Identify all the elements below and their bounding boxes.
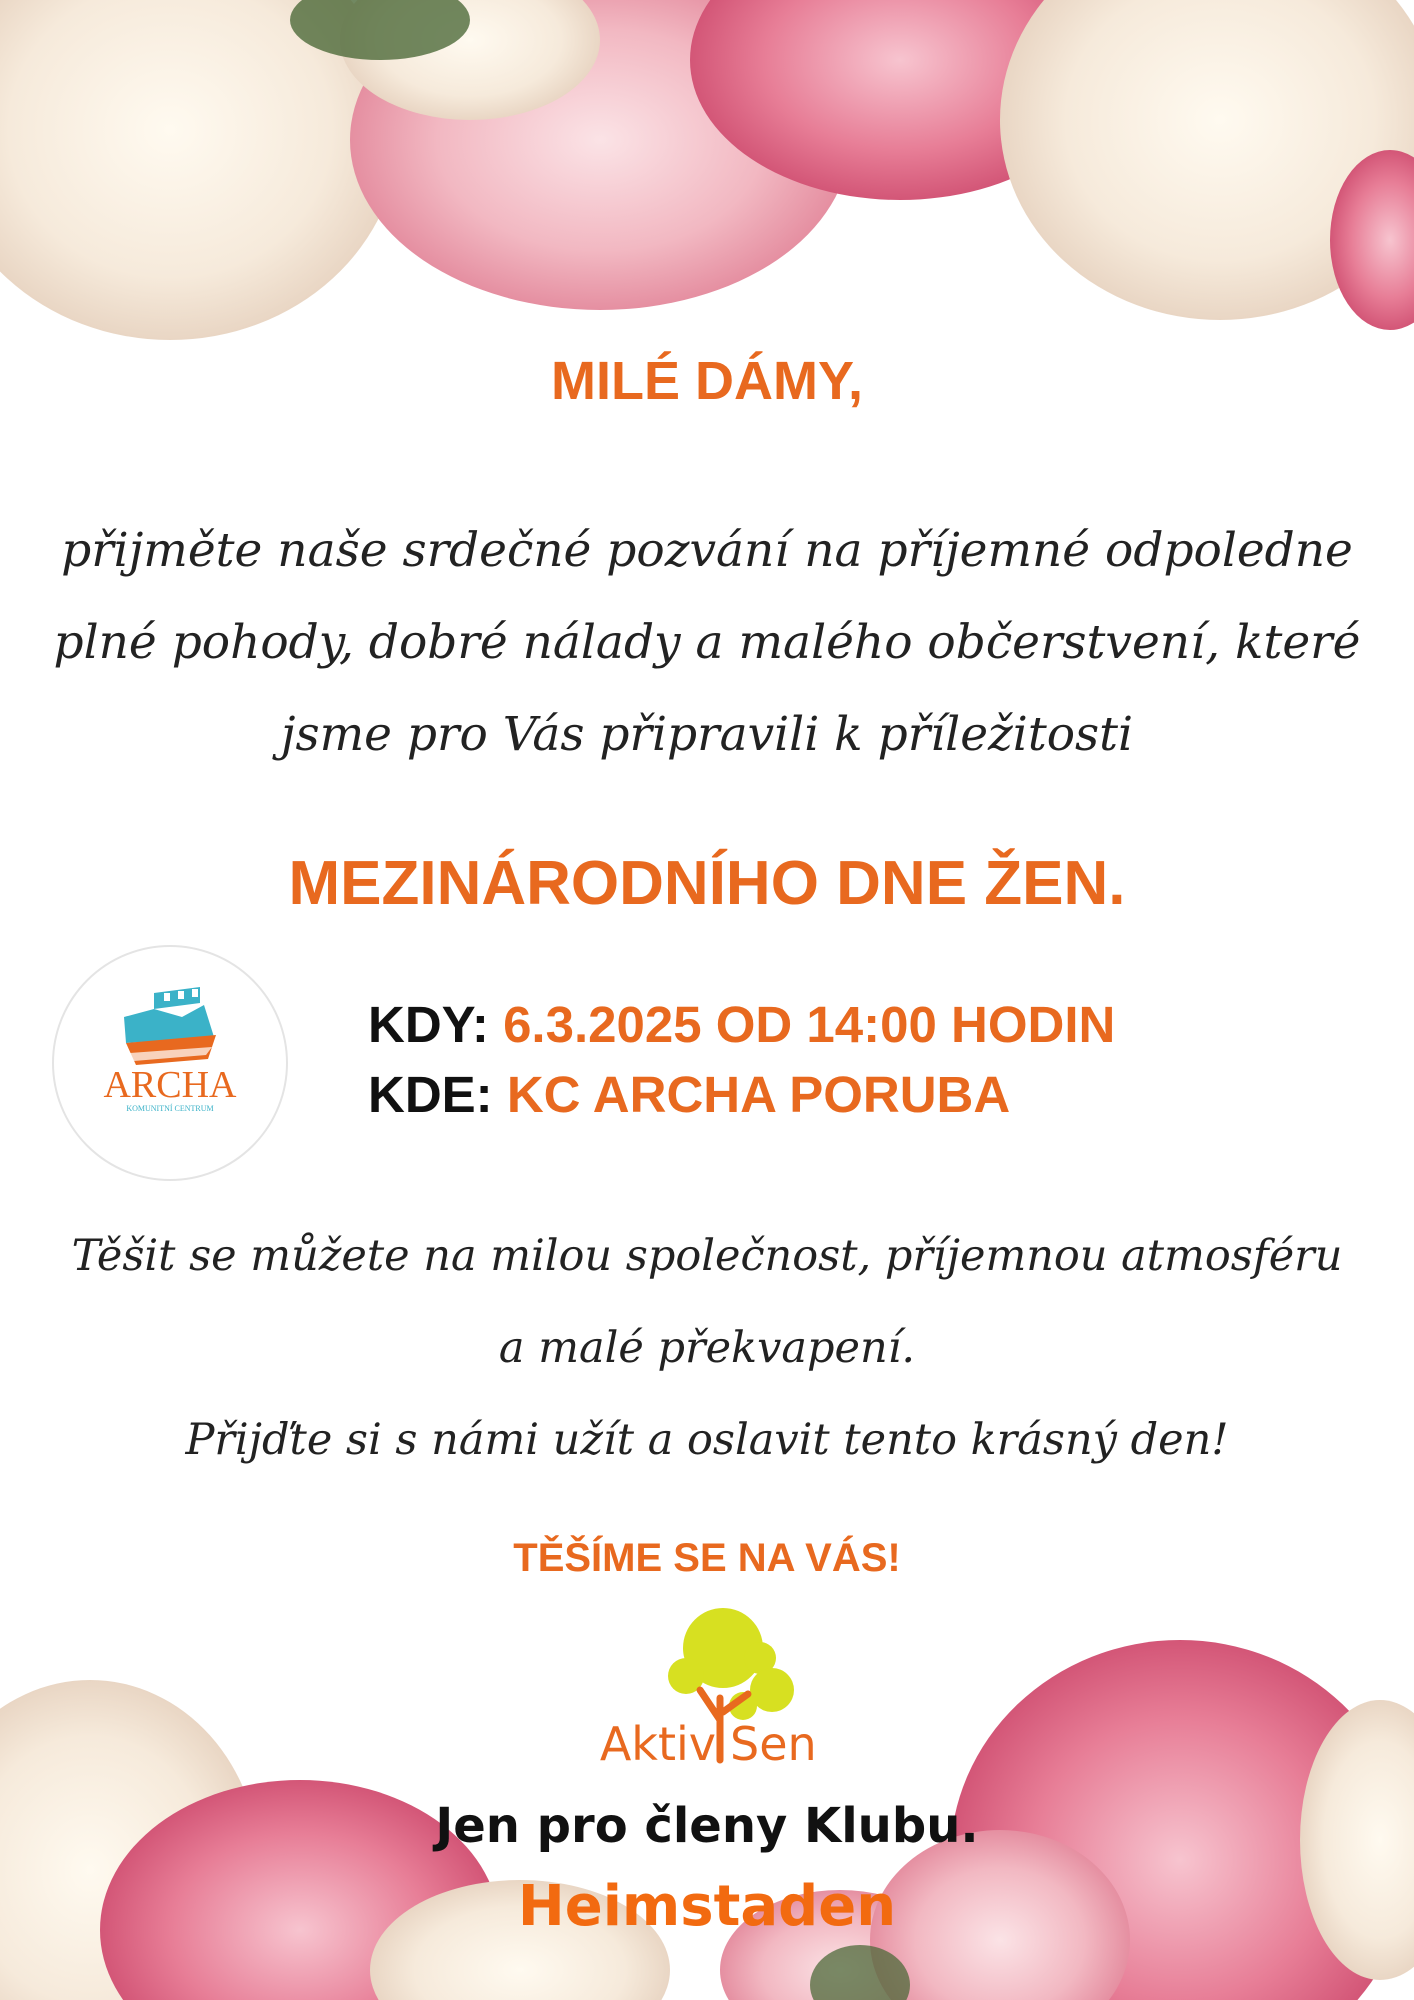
archa-logo-subtitle: KOMUNITNÍ CENTRUM — [126, 1104, 214, 1113]
peony-flowers-top-image — [0, 0, 1414, 340]
body-line-1: Těšit se můžete na milou společnost, příjemnou atmosféru — [71, 1231, 1343, 1281]
intro-line-3: jsme pro Vás připravili k příležitosti — [280, 707, 1134, 762]
closing-heading: TĚŠÍME SE NA VÁS! — [513, 1536, 901, 1580]
where-row — [368, 1060, 1115, 1130]
intro-text — [0, 505, 1414, 781]
aktiv-logo-left: Aktiv — [599, 1717, 716, 1771]
intro-line-2: plné pohody, dobré nálady a malého občerstvení, které — [53, 615, 1361, 670]
where-label: KDE: — [368, 1066, 493, 1123]
event-name-heading: MEZINÁRODNÍHO DNE ŽEN. — [288, 849, 1126, 918]
invitation-body — [0, 1210, 1414, 1486]
archa-logo — [52, 945, 288, 1181]
archa-ark-icon — [54, 947, 286, 1179]
body-line-3: Přijďte si s námi užít a oslavit tento krásný den! — [185, 1415, 1229, 1465]
where-value: KC ARCHA PORUBA — [506, 1066, 1011, 1123]
members-note: Jen pro členy Klubu. — [435, 1798, 979, 1854]
when-row — [368, 990, 1115, 1060]
greeting-heading: MILÉ DÁMY, — [550, 351, 863, 411]
archa-logo-name: ARCHA — [103, 1064, 237, 1106]
aktivsen-logo — [560, 1608, 860, 1778]
event-details — [368, 990, 1115, 1130]
aktiv-logo-right: Sen — [730, 1717, 817, 1771]
when-value: 6.3.2025 OD 14:00 HODIN — [503, 996, 1116, 1053]
body-line-2: a malé překvapení. — [498, 1323, 916, 1373]
intro-line-1: přijměte naše srdečné pozvání na příjemné odpoledne — [61, 523, 1353, 578]
heimstaden-logo-text: Heimstaden — [517, 1874, 897, 1939]
when-label: KDY: — [368, 996, 489, 1053]
